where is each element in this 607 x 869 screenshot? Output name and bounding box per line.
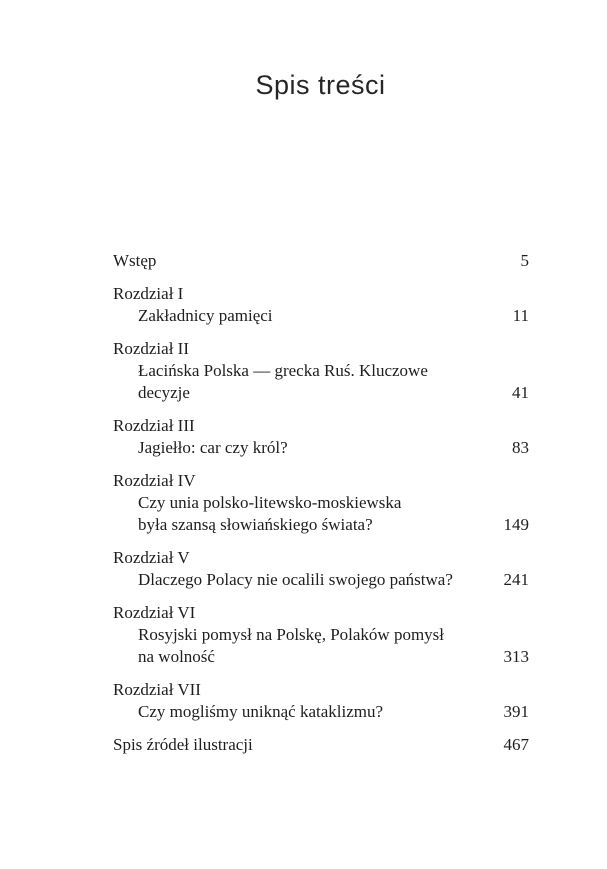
toc-line [113, 624, 529, 646]
toc-page-number: 11 [512, 306, 529, 325]
toc-entry-title: Dlaczego Polacy nie ocalili swojego państwa? [138, 570, 453, 589]
toc-entry-label: Rozdział III [113, 416, 195, 435]
toc-line [113, 415, 529, 437]
toc-entry [113, 734, 529, 756]
table-of-contents [113, 250, 529, 767]
toc-entry-label: Rozdział VI [113, 603, 196, 622]
toc-page-number: 467 [503, 735, 529, 754]
toc-entry [113, 602, 529, 668]
toc-line [113, 492, 529, 514]
toc-line [113, 283, 529, 305]
toc-line [113, 646, 529, 668]
toc-page-number: 149 [503, 515, 529, 534]
toc-line [113, 569, 529, 591]
toc-entry [113, 679, 529, 723]
page-title: Spis treści [255, 70, 386, 100]
toc-line [113, 701, 529, 723]
toc-entry-label: Rozdział V [113, 548, 190, 567]
toc-entry [113, 415, 529, 459]
toc-entry [113, 338, 529, 404]
toc-entry-title: Czy unia polsko-litewsko-moskiewska [138, 493, 402, 512]
toc-entry [113, 250, 529, 272]
toc-entry-label: Spis źródeł ilustracji [113, 735, 253, 754]
toc-entry-label: Wstęp [113, 251, 157, 270]
toc-page-number: 83 [512, 438, 529, 457]
toc-entry [113, 547, 529, 591]
toc-line [113, 360, 529, 382]
toc-page-number: 5 [520, 251, 529, 270]
toc-line [113, 679, 529, 701]
toc-entry-title: Zakładnicy pamięci [138, 306, 273, 325]
toc-entry-title: Jagiełło: car czy król? [138, 438, 288, 457]
toc-page-number: 313 [503, 647, 529, 666]
toc-entry-title: Czy mogliśmy uniknąć kataklizmu? [138, 702, 384, 721]
toc-line [113, 602, 529, 624]
toc-line [113, 338, 529, 360]
toc-entry-title: była szansą słowiańskiego świata? [138, 515, 373, 534]
toc-line [113, 382, 529, 404]
toc-entry-title: decyzje [138, 383, 190, 402]
toc-page-number: 41 [512, 383, 529, 402]
toc-line [113, 547, 529, 569]
toc-page-number: 391 [503, 702, 529, 721]
toc-entry-label: Rozdział IV [113, 471, 196, 490]
toc-line [113, 734, 529, 756]
toc-entry-title: Rosyjski pomysł na Polskę, Polaków pomysł [138, 625, 445, 644]
toc-line [113, 514, 529, 536]
toc-entry-title: na wolność [138, 647, 215, 666]
toc-entry [113, 470, 529, 536]
toc-line [113, 437, 529, 459]
toc-entry-label: Rozdział VII [113, 680, 201, 699]
toc-page-number: 241 [503, 570, 529, 589]
toc-entry-title: Łacińska Polska — grecka Ruś. Kluczowe [138, 361, 428, 380]
toc-entry-label: Rozdział II [113, 339, 189, 358]
toc-entry-label: Rozdział I [113, 284, 184, 303]
toc-entry [113, 283, 529, 327]
toc-line [113, 305, 529, 327]
toc-line [113, 470, 529, 492]
toc-line [113, 250, 529, 272]
